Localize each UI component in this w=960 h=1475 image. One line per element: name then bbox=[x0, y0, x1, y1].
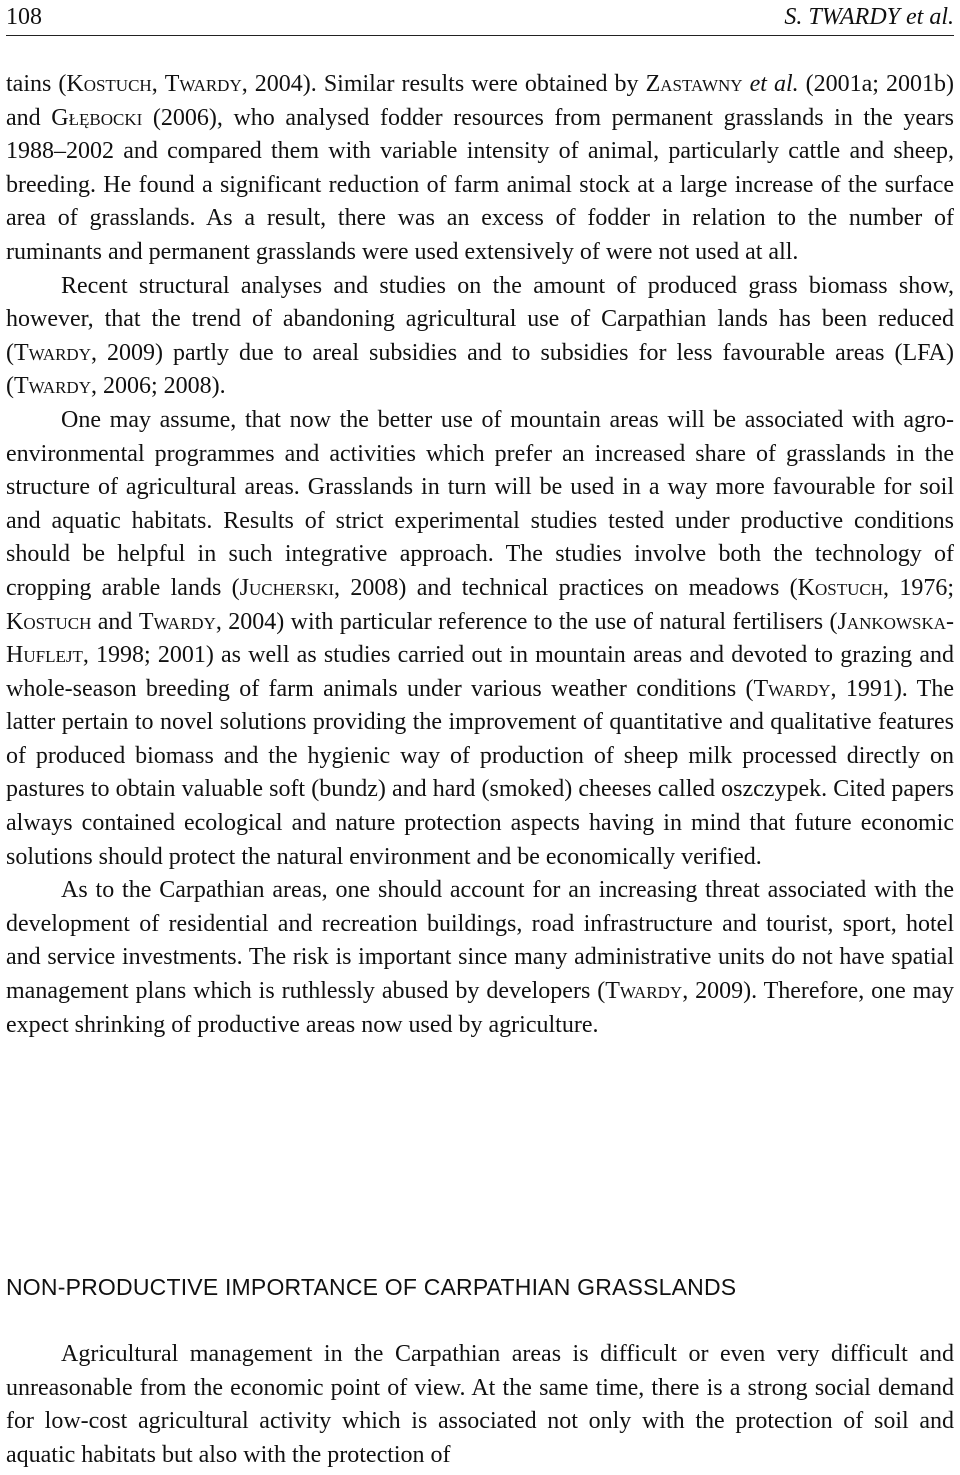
section-heading: NON-PRODUCTIVE IMPORTANCE OF CARPATHIAN GRASSLANDS bbox=[6, 1274, 737, 1300]
paragraph-2 bbox=[6, 270, 954, 404]
running-title: S. TWARDY et al. bbox=[784, 4, 954, 30]
text-run: , 1976; bbox=[882, 574, 955, 601]
body-text bbox=[6, 68, 954, 1042]
text-run: (2006), who analysed fodder resources from permanent grasslands in the years 1988–2002 and compared them with variable intensity of animal, particularly cattle and sheep, breeding. He found a significant reduction of farm animal stock at a large increase of the surface area of grasslands. As a result, there was an excess of fodder in relation to the number of ruminants and permanent grasslands were used extensively of were not used at all. bbox=[6, 104, 954, 265]
author-citation: Twardy bbox=[164, 71, 242, 97]
author-citation: Kostuch bbox=[6, 608, 92, 635]
paragraph-1 bbox=[6, 68, 954, 270]
author-citation: Kostuch bbox=[66, 71, 152, 97]
author-citation: Twardy bbox=[14, 373, 91, 400]
author-citation: Jucherski bbox=[239, 574, 334, 601]
section-paragraph-1: Agricultural management in the Carpathian areas is difficult or even very difficult and unreasonable from the economic point of view. At the same time, there is a strong social demand for low-cost agricultural activity which is associated not only with the protection of soil and aquatic habitats but also with the protection of bbox=[6, 1341, 954, 1468]
author-citation: Zastawny bbox=[645, 71, 743, 97]
text-run: One may assume, that now the better use of mountain areas will be associated with agro-environmental programmes and activities which prefer an increased share of grasslands in the structure of agricultural areas. Grasslands in turn will be used in a way more favourable for soil and aquatic habitats. Results of strict experimental studies tested under productive conditions should be helpful in such integrative approach. The studies involve both the technology of cropping arable lands ( bbox=[6, 406, 954, 601]
author-citation: Jankowska-Huflejt bbox=[6, 608, 955, 669]
section-body bbox=[6, 1338, 954, 1472]
author-citation: Twardy bbox=[753, 675, 831, 702]
text-run: (2001a; 2001b) and bbox=[6, 71, 955, 131]
running-header bbox=[6, 0, 954, 36]
paragraph-3 bbox=[6, 404, 954, 874]
text-run: , 2008) and technical practices on meadows ( bbox=[334, 574, 798, 601]
text-run: tains ( bbox=[6, 71, 67, 97]
text-run: , 1991). The latter pertain to novel solutions providing the improvement of quantitative and qualitative features of produced biomass and the hygienic way of production of sheep milk processed directly on pastures to obtain valuable soft (bundz) and hard (smoked) cheeses called oszczypek. Cited papers always contained ecological and nature protection aspects having in mind that future economic solutions should protect the natural environment and be economically verified. bbox=[6, 675, 954, 870]
text-run: , 2004). Similar results were obtained by bbox=[241, 71, 646, 97]
text-run: , bbox=[151, 71, 165, 97]
text-run: , 2009). Therefore, one may expect shrinking of productive areas now used by agriculture. bbox=[6, 978, 954, 1038]
author-citation: Kostuch bbox=[797, 574, 883, 601]
text-run: Recent structural analyses and studies on the amount of produced grass biomass show, however, that the trend of abandoning agricultural use of Carpathian lands has been reduced ( bbox=[6, 272, 954, 366]
text-run: As to the Carpathian areas, one should account for an increasing threat associated with the development of residential and recreation buildings, road infrastructure and tourist, sport, hotel and service investments. The risk is important since many administrative units do not have spatial management plans which is ruthlessly abused by developers ( bbox=[6, 877, 954, 1005]
text-run: , 1998; 2001) as well as studies carried out in mountain areas and devoted to grazing and whole-season breeding of farm animals under various weather conditions ( bbox=[6, 642, 954, 702]
author-citation: Twardy bbox=[14, 339, 91, 366]
text-run: , 2009) partly due to areal subsidies and to subsidies for less favourable areas (LFA) ( bbox=[6, 339, 954, 400]
author-citation: Głębocki bbox=[51, 104, 143, 131]
author-citation: Twardy bbox=[138, 608, 216, 635]
text-run: , 2004) with particular reference to the use of natural fertilisers ( bbox=[215, 608, 838, 635]
text-run: and bbox=[91, 608, 139, 635]
paragraph-4 bbox=[6, 874, 954, 1042]
text-run: , 2006; 2008). bbox=[91, 373, 226, 400]
page-number: 108 bbox=[6, 4, 42, 30]
author-citation: Twardy bbox=[605, 978, 683, 1005]
et-al: et al. bbox=[742, 71, 799, 97]
